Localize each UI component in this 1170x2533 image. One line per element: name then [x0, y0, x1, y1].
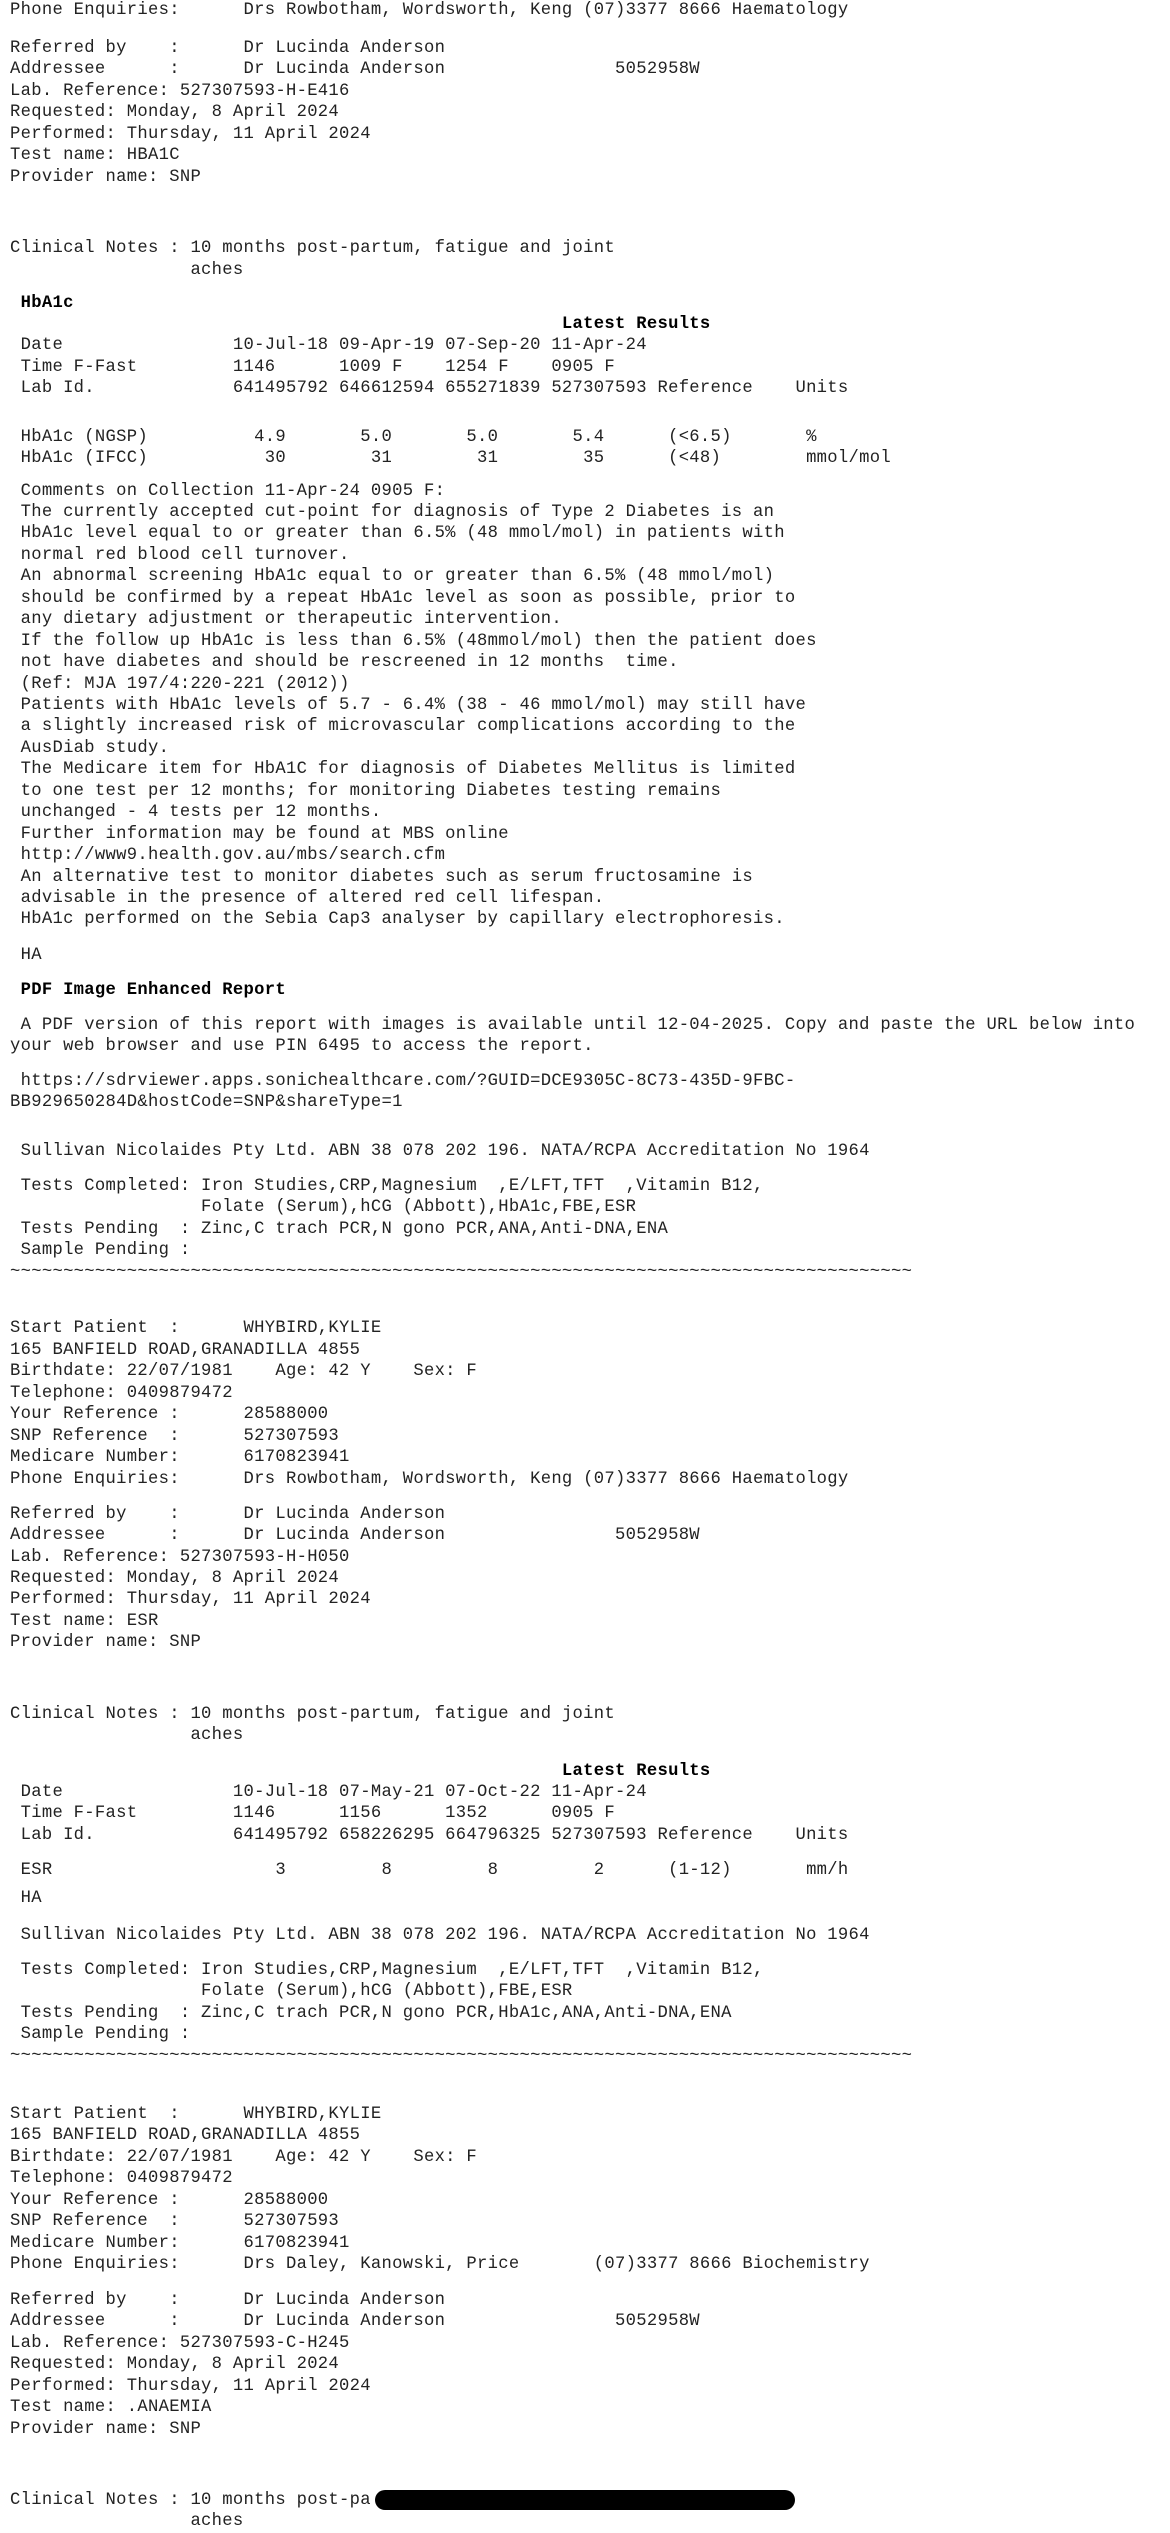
- comment-line: advisable in the presence of altered red cell lifespan.: [10, 889, 605, 908]
- results-date-row: Date 10-Jul-18 09-Apr-19 07-Sep-20 11-Apr-24: [10, 336, 647, 355]
- pdf-report-heading: PDF Image Enhanced Report: [10, 981, 286, 1000]
- section-divider: ~~~~~~~~~~~~~~~~~~~~~~~~~~~~~~~~~~~~~~~~~~~~~~~~~~~~~~~~~~~~~~~~~~~~~~~~~~~~~~~~~~~~~: [10, 1263, 913, 1282]
- result-row-esr: ESR 3 8 8 2 (1-12) mm/h: [10, 1861, 849, 1880]
- comment-line: normal red blood cell turnover.: [10, 546, 350, 565]
- comments-heading: Comments on Collection 11-Apr-24 0905 F:: [10, 482, 446, 501]
- patient-telephone-line: Telephone: 0409879472: [10, 2169, 233, 2188]
- provider-name-line: Provider name: SNP: [10, 1633, 202, 1652]
- comment-line: any dietary adjustment or therapeutic intervention.: [10, 610, 562, 629]
- results-lab-id-row: Lab Id. 641495792 646612594 655271839 527307593 Reference Units: [10, 379, 849, 398]
- section-heading-hba1c: HbA1c: [10, 294, 74, 313]
- patient-telephone-line: Telephone: 0409879472: [10, 1384, 233, 1403]
- performed-line: Performed: Thursday, 11 April 2024: [10, 125, 371, 144]
- sample-pending-line: Sample Pending :: [10, 2025, 191, 2044]
- comment-line: to one test per 12 months; for monitoring Diabetes testing remains: [10, 782, 722, 801]
- lab-accreditation-line: Sullivan Nicolaides Pty Ltd. ABN 38 078 202 196. NATA/RCPA Accreditation No 1964: [10, 1926, 870, 1945]
- requested-line: Requested: Monday, 8 April 2024: [10, 2355, 340, 2374]
- comment-line: HbA1c level equal to or greater than 6.5% (48 mmol/mol) in patients with: [10, 524, 785, 543]
- comment-line: An abnormal screening HbA1c equal to or greater than 6.5% (48 mmol/mol): [10, 567, 775, 586]
- phone-enquiries-line: Phone Enquiries: Drs Daley, Kanowski, Price (07)3377 8666 Biochemistry: [10, 2255, 870, 2274]
- comment-line: should be confirmed by a repeat HbA1c level as soon as possible, prior to: [10, 589, 796, 608]
- comment-line: a slightly increased risk of microvascular complications according to the: [10, 717, 796, 736]
- start-patient-line: Start Patient : WHYBIRD,KYLIE: [10, 1319, 382, 1338]
- phone-enquiries-line: Phone Enquiries: Drs Rowbotham, Wordsworth, Keng (07)3377 8666 Haematology: [10, 1470, 849, 1489]
- requested-line: Requested: Monday, 8 April 2024: [10, 1569, 340, 1588]
- patient-birthdate-line: Birthdate: 22/07/1981 Age: 42 Y Sex: F: [10, 2148, 478, 2167]
- medicare-number-line: Medicare Number: 6170823941: [10, 2234, 350, 2253]
- comment-line: The currently accepted cut-point for diagnosis of Type 2 Diabetes is an: [10, 503, 775, 522]
- results-date-row: Date 10-Jul-18 07-May-21 07-Oct-22 11-Apr-24: [10, 1783, 647, 1802]
- snp-reference-line: SNP Reference : 527307593: [10, 2212, 340, 2231]
- comment-line: Further information may be found at MBS online: [10, 825, 509, 844]
- snp-reference-line: SNP Reference : 527307593: [10, 1427, 340, 1446]
- mbs-link: http://www9.health.gov.au/mbs/search.cfm: [10, 846, 446, 865]
- referred-by-line: Referred by : Dr Lucinda Anderson: [10, 2291, 446, 2310]
- clinical-notes-continued: aches: [10, 261, 244, 280]
- pdf-report-text: A PDF version of this report with images is available until 12-04-2025. Copy and paste the URL below into: [10, 1016, 1136, 1035]
- addressee-line: Addressee : Dr Lucinda Anderson 5052958W: [10, 1526, 700, 1545]
- comment-line: An alternative test to monitor diabetes such as serum fructosamine is: [10, 868, 753, 887]
- comment-line: The Medicare item for HbA1C for diagnosis of Diabetes Mellitus is limited: [10, 760, 796, 779]
- lab-accreditation-line: Sullivan Nicolaides Pty Ltd. ABN 38 078 202 196. NATA/RCPA Accreditation No 1964: [10, 1142, 870, 1161]
- clinical-notes-continued: aches: [10, 1726, 244, 1745]
- clinical-notes-line: Clinical Notes : 10 months post-pa: [10, 2491, 371, 2510]
- tests-completed-continued: Folate (Serum),hCG (Abbott),HbA1c,FBE,ESR: [10, 1198, 637, 1217]
- your-reference-line: Your Reference : 28588000: [10, 1405, 329, 1424]
- provider-name-line: Provider name: SNP: [10, 168, 202, 187]
- comment-line: Patients with HbA1c levels of 5.7 - 6.4% (38 - 46 mmol/mol) may still have: [10, 696, 807, 715]
- latest-results-heading: Latest Results: [10, 1762, 711, 1781]
- referred-by-line: Referred by : Dr Lucinda Anderson: [10, 1505, 446, 1524]
- patient-birthdate-line: Birthdate: 22/07/1981 Age: 42 Y Sex: F: [10, 1362, 478, 1381]
- addressee-line: Addressee : Dr Lucinda Anderson 5052958W: [10, 2312, 700, 2331]
- tests-pending-line: Tests Pending : Zinc,C trach PCR,N gono PCR,HbA1c,ANA,Anti-DNA,ENA: [10, 2004, 732, 2023]
- clinical-notes-line: Clinical Notes : 10 months post-partum, fatigue and joint: [10, 1705, 616, 1724]
- provider-name-line: Provider name: SNP: [10, 2420, 202, 2439]
- comment-line: HbA1c performed on the Sebia Cap3 analyser by capillary electrophoresis.: [10, 910, 785, 929]
- comment-line: (Ref: MJA 197/4:220-221 (2012)): [10, 675, 350, 694]
- test-name-line: Test name: ESR: [10, 1612, 159, 1631]
- lab-reference-line: Lab. Reference: 527307593-H-H050: [10, 1548, 350, 1567]
- tests-completed-continued: Folate (Serum),hCG (Abbott),FBE,ESR: [10, 1982, 573, 2001]
- comment-line: AusDiab study.: [10, 739, 170, 758]
- pdf-report-url-continued: BB929650284D&hostCode=SNP&shareType=1: [10, 1093, 403, 1112]
- performed-line: Performed: Thursday, 11 April 2024: [10, 2377, 371, 2396]
- clinical-notes-line: Clinical Notes : 10 months post-partum, fatigue and joint: [10, 239, 616, 258]
- test-name-line: Test name: HBA1C: [10, 146, 180, 165]
- result-row-hba1c-ngsp: HbA1c (NGSP) 4.9 5.0 5.0 5.4 (<6.5) %: [10, 428, 817, 447]
- tests-pending-line: Tests Pending : Zinc,C trach PCR,N gono PCR,ANA,Anti-DNA,ENA: [10, 1220, 669, 1239]
- phone-enquiries-line: Phone Enquiries: Drs Rowbotham, Wordsworth, Keng (07)3377 8666 Haematology: [10, 1, 849, 20]
- requested-line: Requested: Monday, 8 April 2024: [10, 103, 340, 122]
- medicare-number-line: Medicare Number: 6170823941: [10, 1448, 350, 1467]
- tests-completed-line: Tests Completed: Iron Studies,CRP,Magnesium ,E/LFT,TFT ,Vitamin B12,: [10, 1961, 764, 1980]
- initials-line: HA: [10, 946, 42, 965]
- patient-address-line: 165 BANFIELD ROAD,GRANADILLA 4855: [10, 2126, 361, 2145]
- patient-address-line: 165 BANFIELD ROAD,GRANADILLA 4855: [10, 1341, 361, 1360]
- test-name-line: Test name: .ANAEMIA: [10, 2398, 212, 2417]
- redaction-bar: [375, 2490, 795, 2510]
- clinical-notes-continued: aches: [10, 2512, 244, 2531]
- your-reference-line: Your Reference : 28588000: [10, 2191, 329, 2210]
- comment-line: If the follow up HbA1c is less than 6.5% (48mmol/mol) then the patient does: [10, 632, 817, 651]
- lab-reference-line: Lab. Reference: 527307593-H-E416: [10, 82, 350, 101]
- results-lab-id-row: Lab Id. 641495792 658226295 664796325 527307593 Reference Units: [10, 1826, 849, 1845]
- lab-reference-line: Lab. Reference: 527307593-C-H245: [10, 2334, 350, 2353]
- sample-pending-line: Sample Pending :: [10, 1241, 191, 1260]
- latest-results-heading: Latest Results: [10, 315, 711, 334]
- results-time-row: Time F-Fast 1146 1156 1352 0905 F: [10, 1804, 616, 1823]
- start-patient-line: Start Patient : WHYBIRD,KYLIE: [10, 2105, 382, 2124]
- referred-by-line: Referred by : Dr Lucinda Anderson: [10, 39, 446, 58]
- section-divider: ~~~~~~~~~~~~~~~~~~~~~~~~~~~~~~~~~~~~~~~~~~~~~~~~~~~~~~~~~~~~~~~~~~~~~~~~~~~~~~~~~~~~~: [10, 2047, 913, 2066]
- tests-completed-line: Tests Completed: Iron Studies,CRP,Magnesium ,E/LFT,TFT ,Vitamin B12,: [10, 1177, 764, 1196]
- comment-line: not have diabetes and should be rescreened in 12 months time.: [10, 653, 679, 672]
- result-row-hba1c-ifcc: HbA1c (IFCC) 30 31 31 35 (<48) mmol/mol: [10, 449, 891, 468]
- pdf-report-text: your web browser and use PIN 6495 to access the report.: [10, 1037, 594, 1056]
- performed-line: Performed: Thursday, 11 April 2024: [10, 1590, 371, 1609]
- pdf-report-url: https://sdrviewer.apps.sonichealthcare.com/?GUID=DCE9305C-8C73-435D-9FBC-: [10, 1072, 796, 1091]
- initials-line: HA: [10, 1889, 42, 1908]
- comment-line: unchanged - 4 tests per 12 months.: [10, 803, 382, 822]
- addressee-line: Addressee : Dr Lucinda Anderson 5052958W: [10, 60, 700, 79]
- results-time-row: Time F-Fast 1146 1009 F 1254 F 0905 F: [10, 358, 616, 377]
